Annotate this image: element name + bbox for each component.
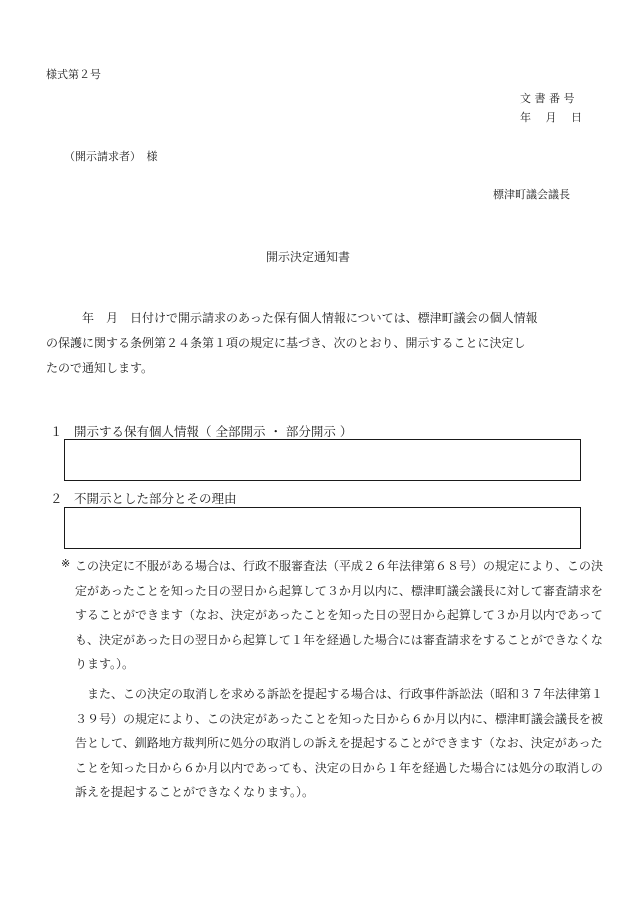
note-mark: ※ [61,557,71,570]
item1-number: １ [50,424,63,439]
note-line: も、決定があった日の翌日から起算して１年を経過した場合には審査請求をすることができなくな [75,632,603,647]
note-line: 訴えを提起することができなくなります。）。 [75,785,315,799]
item1-input-box[interactable] [64,439,581,481]
note-line: ります。）。 [75,657,135,671]
sender: 標津町議会議長 [493,188,570,201]
item1-label: 開示する保有個人情報（ 全部開示 ・ 部分開示 ） [74,424,353,439]
form-number: 様式第２号 [46,68,101,81]
item2-number: ２ [50,491,63,506]
note-line: この決定に不服がある場合は、行政不服審査法（平成２６年法律第６８号）の規定により、この決 [75,559,604,573]
note-paragraph-2 [75,682,603,805]
note-line: 告として、釧路地方裁判所に処分の取消しの訴えを提起することができます（なお、決定があった [75,736,603,750]
note-line: 定があったことを知った日の翌日から起算して３か月以内に、標津町議会議長に対して審査請求を [75,583,603,598]
item2-input-box[interactable] [64,507,581,549]
body-line: 年 月 日付けで開示請求のあった保有個人情報については、標津町議会の個人情報 [46,311,538,325]
page-title: 開示決定通知書 [266,250,351,264]
body-paragraph [46,306,538,381]
addressee: （開示請求者） 様 [64,150,158,163]
note-line: また、この決定の取消しを求める訴訟を提起する場合は、行政事件訴訟法（昭和３７年法律第１ [75,687,604,701]
body-line: たので通知します。 [46,361,154,375]
note-paragraph-1 [75,554,603,677]
note-line: ことを知った日から６か月以内であっても、決定の日から１年を経過した場合には処分の取消しの [75,760,603,775]
date-label: 年 月 日 [520,111,582,124]
document-number-label: 文 書 番 号 [520,92,575,105]
item2-label: 不開示とした部分とその理由 [74,491,237,506]
note-line: することができます（なお、決定があったことを知った日の翌日から起算して３か月以内であって [75,608,603,622]
body-line: の保護に関する条例第２４条第１項の規定に基づき、次のとおり、開示することに決定し [46,336,526,350]
note-line: ３９号）の規定により、この決定があったことを知った日から６か月以内に、標津町議会議長を被 [75,711,603,726]
